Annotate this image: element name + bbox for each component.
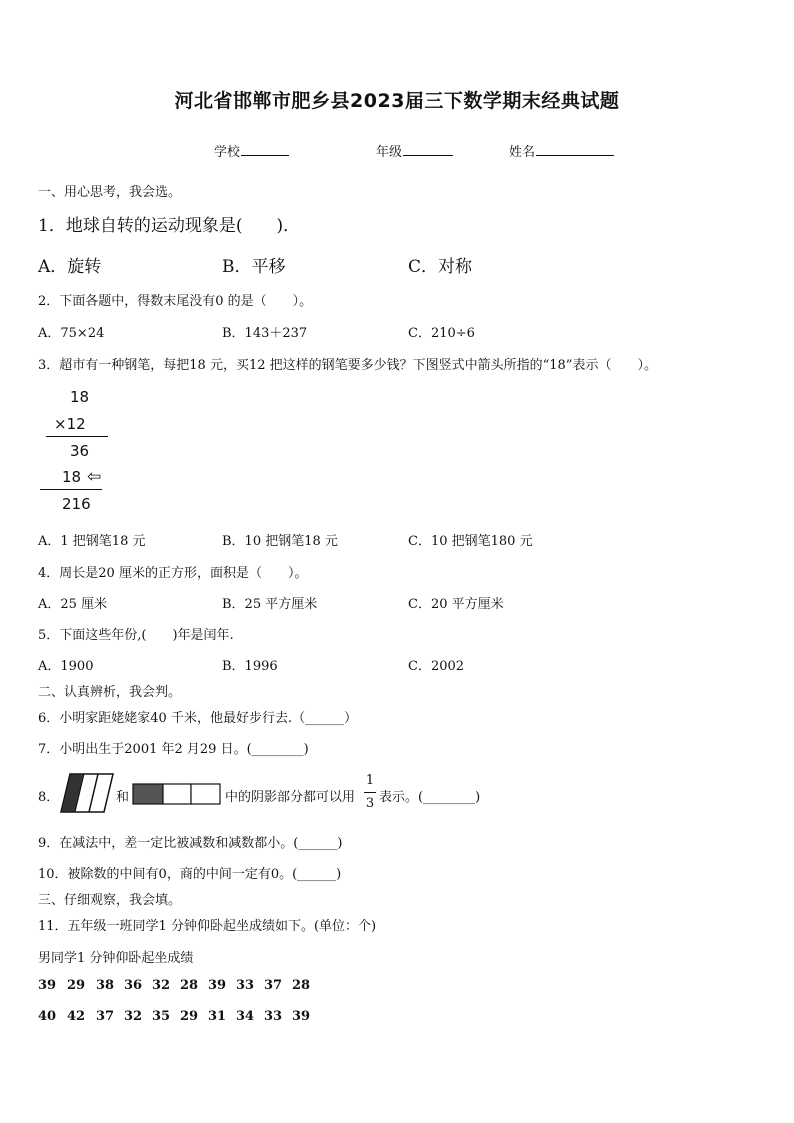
question-10: 10．被除数的中间有0，商的中间一定有0。(______) [38,867,342,882]
vm-partial-2: 18 [62,468,82,486]
score-cell: 39 [208,978,227,993]
parallelogram-figure [60,773,114,813]
school-label: 学校 [214,145,241,160]
question-8-connector: 和 [116,790,130,805]
question-9: 9．在减法中，差一定比被减数和减数都小。(______) [38,836,343,851]
school-blank [241,143,289,156]
score-cell: 32 [124,1009,143,1024]
name-blank [536,143,614,156]
score-cell: 37 [264,978,283,993]
section-3-heading: 三、仔细观察，我会填。 [38,893,182,908]
vm-result: 216 [62,495,91,513]
name-label: 姓名 [509,145,536,160]
vm-line-1 [46,436,108,437]
score-cell: 28 [180,978,199,993]
question-7: 7．小明出生于2001 年2 月29 日。(________) [38,742,309,757]
rectangle-strip-figure [132,783,222,805]
grade-blank [403,143,453,156]
question-1: 1．地球自转的运动现象是( )． [38,216,301,236]
score-cell: 29 [67,978,86,993]
question-11: 11．五年级一班同学1 分钟仰卧起坐成绩如下。(单位：个) [38,919,377,934]
score-cell: 39 [38,978,57,993]
q3-option-c: C．10 把钢笔180 元 [408,534,533,549]
school-field [214,141,289,160]
score-cell: 29 [180,1009,199,1024]
question-6: 6．小明家距姥姥家40 千米，他最好步行去.（______） [38,711,358,726]
score-cell: 38 [96,978,115,993]
question-8-tail: 表示。(________) [379,790,481,805]
q4-option-a: A．25 厘米 [38,597,108,612]
score-row-2 [38,1009,320,1024]
question-8-text: 中的阴影部分都可以用 [225,790,356,805]
q3-option-a: A．1 把钢笔18 元 [38,534,146,549]
fraction-bar [364,792,376,793]
name-field [509,141,614,160]
score-cell: 40 [38,1009,57,1024]
q5-option-c: C．2002 [408,659,465,674]
grade-label: 年级 [376,145,403,160]
vm-multiplicand: 18 [70,388,90,406]
fraction-denominator: 3 [365,796,375,811]
question-3: 3．超市有一种钢笔，每把18 元，买12 把这样的钢笔要多少钱？下图竖式中箭头所指的“18”表示（ ）。 [38,358,657,373]
q4-option-b: B．25 平方厘米 [222,597,318,612]
vm-partial-1: 36 [70,442,90,460]
page-title: 河北省邯郸市肥乡县2023届三下数学期末经典试题 [174,90,620,112]
q5-option-b: B．1996 [222,659,278,674]
q2-option-a: A．75×24 [38,326,105,341]
question-5: 5．下面这些年份,( )年是闰年. [38,628,234,643]
score-cell: 34 [236,1009,255,1024]
q4-option-c: C．20 平方厘米 [408,597,504,612]
score-cell: 31 [208,1009,227,1024]
fraction-numerator: 1 [365,773,375,788]
score-cell: 37 [96,1009,115,1024]
q5-option-a: A．1900 [38,659,94,674]
score-cell: 39 [292,1009,311,1024]
table-caption: 男同学1 分钟仰卧起坐成绩 [38,951,194,966]
score-cell: 42 [67,1009,86,1024]
section-1-heading: 一、用心思考，我会选。 [38,185,182,200]
q2-option-b: B．143＋237 [222,326,308,341]
score-cell: 35 [152,1009,171,1024]
score-cell: 28 [292,978,311,993]
arrow-left-icon: ⇦ [87,467,102,487]
question-2: 2．下面各题中，得数末尾没有0 的是（ ）。 [38,294,313,309]
q2-option-c: C．210÷6 [408,326,475,341]
q3-option-b: B．10 把钢笔18 元 [222,534,338,549]
question-4: 4．周长是20 厘米的正方形，面积是（ ）。 [38,566,308,581]
score-cell: 32 [152,978,171,993]
q1-option-a: A．旋转 [38,257,102,277]
score-cell: 33 [236,978,255,993]
score-cell: 36 [124,978,143,993]
vm-line-2 [40,489,102,490]
question-8-number: 8． [38,790,60,805]
score-cell: 33 [264,1009,283,1024]
grade-field [376,141,453,160]
q1-option-c: C．对称 [408,257,473,277]
vm-multiplier: ×12 [54,415,86,433]
section-2-heading: 二、认真辨析，我会判。 [38,685,182,700]
score-row-1 [38,978,320,993]
q1-option-b: B．平移 [222,257,286,277]
